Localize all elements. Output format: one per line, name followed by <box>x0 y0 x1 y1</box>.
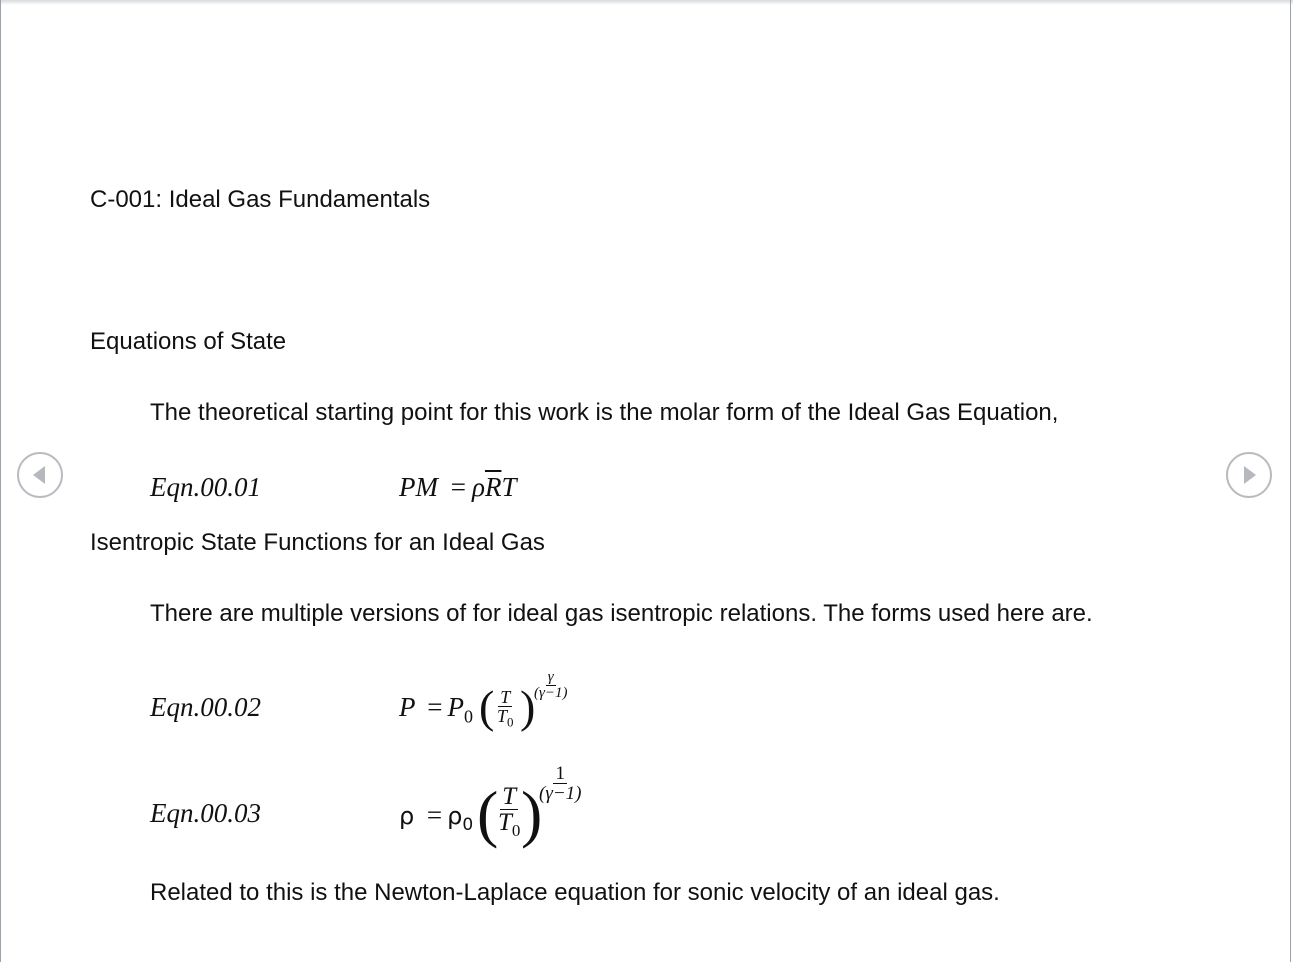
equation-label-3: Eqn.00.03 <box>150 798 261 828</box>
equation-1-t: T <box>501 472 517 502</box>
chevron-left-icon <box>19 454 61 496</box>
equation-2-base: P <box>447 692 464 722</box>
section-paragraph-equations-of-state: The theoretical starting point for this work is the molar form of the Ideal Gas Equation, <box>150 399 1059 426</box>
equation-1-lhs: PM <box>399 472 438 502</box>
next-page-button[interactable] <box>1226 452 1272 498</box>
document-title: C-001: Ideal Gas Fundamentals <box>90 186 431 213</box>
equation-2-fraction-den: T <box>497 706 508 726</box>
equation-3-fraction-den: T <box>498 809 512 836</box>
section-heading-isentropic: Isentropic State Functions for an Ideal Gas <box>90 529 545 556</box>
equation-2-fraction-den-sub: 0 <box>507 714 514 730</box>
equation-label-1: Eqn.00.01 <box>150 472 261 502</box>
equation-3-fraction <box>496 784 522 840</box>
equation-2-exponent <box>532 670 570 702</box>
equation-2-equals: = <box>427 692 443 722</box>
equation-1-rbar: $\overline{R}$ <box>484 472 502 502</box>
equation-3-base-sub: 0 <box>462 814 474 835</box>
equation-3-exponent-num: 1 <box>555 763 565 784</box>
equation-1-rho: ρ <box>471 472 485 502</box>
equation-2-base-sub: 0 <box>463 706 473 727</box>
equation-2-fraction-num: T <box>500 687 511 707</box>
chevron-right-icon <box>1228 454 1270 496</box>
equation-3-exponent-den: (γ−1) <box>539 783 582 804</box>
equation-1 <box>399 472 516 503</box>
equation-2-left-paren: ( <box>479 681 495 732</box>
equation-3-base: ρ <box>447 802 463 830</box>
equation-2-lhs: P <box>399 692 416 722</box>
equation-label-2: Eqn.00.02 <box>150 692 261 722</box>
section-heading-equations-of-state: Equations of State <box>90 328 287 355</box>
equation-3-lhs: ρ <box>399 802 415 830</box>
section-paragraph-isentropic: There are multiple versions of for ideal gas isentropic relations. The forms used here are. <box>150 600 1093 627</box>
equation-3-fraction-den-sub: 0 <box>511 821 521 840</box>
equation-3-fraction-num: T <box>502 783 517 810</box>
equation-2-fraction <box>495 688 516 729</box>
equation-3-right-paren: ) <box>521 778 543 849</box>
equation-3-equals: = <box>426 800 443 830</box>
equation-1-equals: = <box>450 472 466 502</box>
equation-2-exponent-den: (γ−1) <box>534 685 568 701</box>
equation-2-exponent-num: γ <box>547 669 554 685</box>
equation-2-right-paren: ) <box>520 681 536 732</box>
equation-3-left-paren: ( <box>477 778 499 849</box>
equation-3-exponent <box>537 764 583 804</box>
previous-page-button[interactable] <box>17 452 63 498</box>
closing-paragraph: Related to this is the Newton-Laplace equation for sonic velocity of an ideal gas. <box>150 879 1000 906</box>
